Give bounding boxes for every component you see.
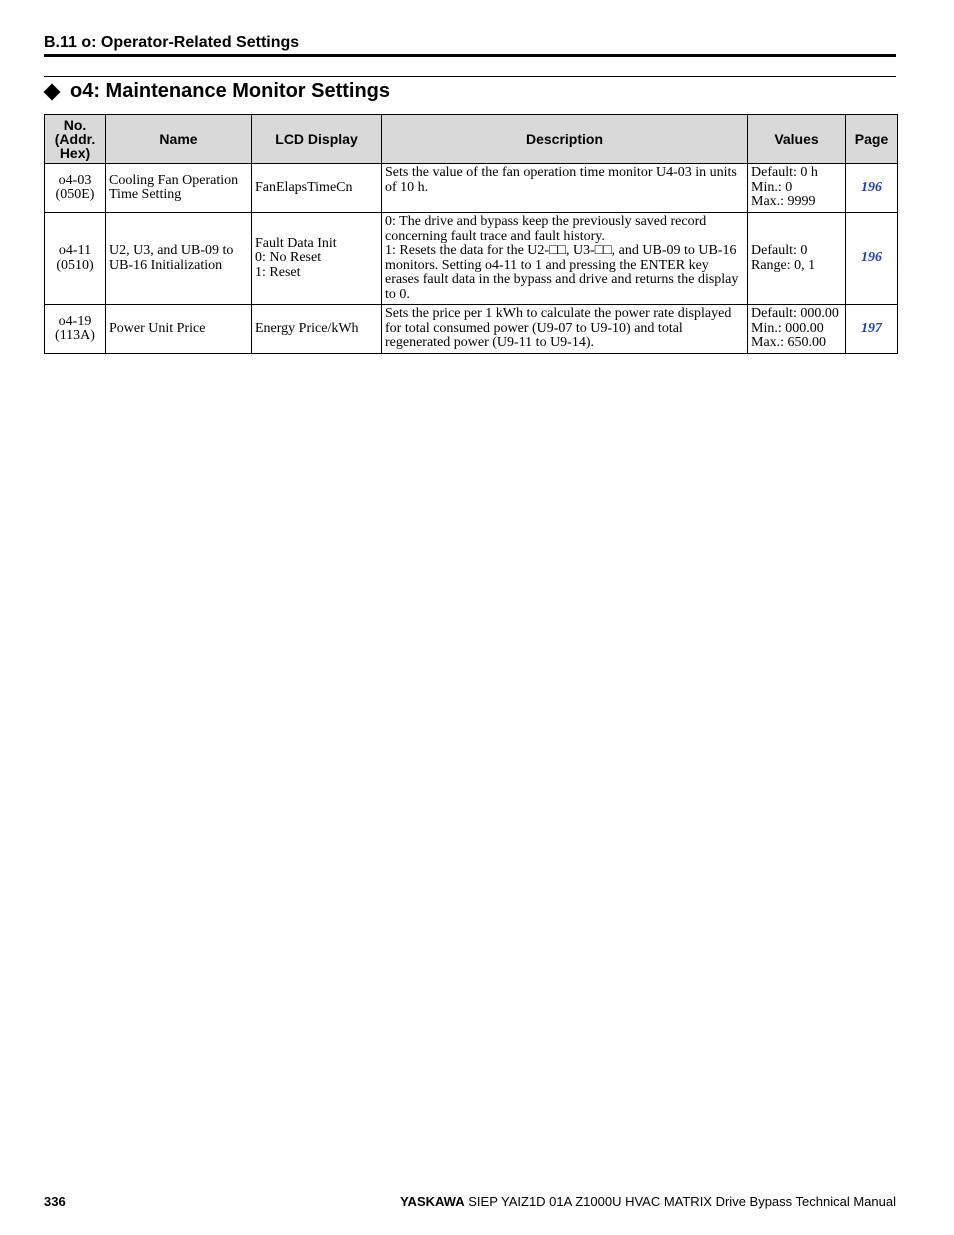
- page-link[interactable]: 197: [861, 320, 882, 336]
- param-number: o4-11: [58, 243, 92, 258]
- table-row: [45, 213, 898, 305]
- param-number: o4-03: [58, 172, 92, 188]
- param-address: (113A): [55, 328, 95, 343]
- lcd-line: 0: No Reset: [255, 250, 322, 266]
- lcd-display-cell: [252, 213, 382, 305]
- footer-manual-title: [400, 1194, 896, 1209]
- value-line: Default: 000.00: [751, 306, 839, 322]
- description-cell: [382, 305, 748, 354]
- lcd-line: Energy Price/kWh: [255, 320, 359, 336]
- value-line: Default: 0 h: [751, 165, 818, 180]
- param-name: Cooling Fan Operation Time Setting: [106, 164, 252, 213]
- value-line: Max.: 9999: [751, 194, 816, 209]
- table-row: [45, 305, 898, 354]
- param-name: Power Unit Price: [106, 305, 252, 354]
- param-number: o4-19: [58, 313, 92, 329]
- param-name: U2, U3, and UB-09 to UB-16 Initialization: [106, 213, 252, 305]
- page-cell: [846, 213, 898, 305]
- table-row: [45, 164, 898, 213]
- header-rule: [44, 54, 896, 57]
- param-no-cell: [45, 164, 106, 213]
- values-cell: [748, 305, 846, 354]
- section-header: B.11 o: Operator-Related Settings: [44, 34, 300, 51]
- value-line: Max.: 650.00: [751, 335, 827, 351]
- page-cell: [846, 164, 898, 213]
- lcd-line: 1: Reset: [255, 264, 301, 280]
- page-cell: [846, 305, 898, 354]
- page-link[interactable]: 196: [861, 250, 882, 266]
- values-cell: [748, 213, 846, 305]
- description-line: Sets the value of the fan operation time monitor U4-03 in units of 10 h.: [385, 165, 737, 195]
- diamond-bullet-icon: [44, 83, 61, 100]
- param-address: (0510): [56, 257, 94, 273]
- col-header-page: Page: [846, 115, 898, 164]
- param-no-cell: [45, 213, 106, 305]
- description-cell: [382, 213, 748, 305]
- table-header-row: [45, 115, 898, 164]
- value-line: Default: 0: [751, 243, 808, 258]
- col-header-values: Values: [748, 115, 846, 164]
- parameter-table: [44, 114, 898, 354]
- description-cell: [382, 164, 748, 213]
- lcd-display-cell: [252, 164, 382, 213]
- col-header-no: No. (Addr. Hex): [45, 115, 106, 164]
- lcd-line: FanElapsTimeCn: [255, 179, 353, 195]
- value-line: Min.: 000.00: [751, 320, 824, 336]
- value-line: Range: 0, 1: [751, 257, 816, 273]
- col-header-lcd: LCD Display: [252, 115, 382, 164]
- subsection-title: o4: Maintenance Monitor Settings: [70, 80, 391, 102]
- value-line: Min.: 0: [751, 179, 793, 195]
- lcd-display-cell: [252, 305, 382, 354]
- col-header-description: Description: [382, 115, 748, 164]
- param-address: (050E): [55, 187, 95, 202]
- description-line: Sets the price per 1 kWh to calculate the power rate displayed for total consumed power (U9-07 to U9-10) and total regenerated power (U9-11 to U9-14).: [385, 306, 732, 350]
- description-line: 1: Resets the data for the U2-□□, U3-□□, and UB-09 to UB-16 monitors. Setting o4-11 to 1 and pressing the ENTER key erases fault data in the bypass and drive and returns the display to 0.: [385, 243, 739, 302]
- footer-brand: YASKAWA: [400, 1194, 465, 1209]
- col-header-name: Name: [106, 115, 252, 164]
- description-line: 0: The drive and bypass keep the previously saved record concerning fault trace and fault history.: [385, 214, 707, 244]
- footer-manual-name: SIEP YAIZ1D 01A Z1000U HVAC MATRIX Drive Bypass Technical Manual: [468, 1194, 896, 1209]
- subsection-heading: [44, 80, 390, 103]
- param-no-cell: [45, 305, 106, 354]
- page-link[interactable]: 196: [861, 179, 882, 195]
- lcd-line: Fault Data Init: [255, 235, 337, 251]
- header-thin-rule: [44, 76, 896, 77]
- values-cell: [748, 164, 846, 213]
- footer-page-number: 336: [44, 1194, 66, 1209]
